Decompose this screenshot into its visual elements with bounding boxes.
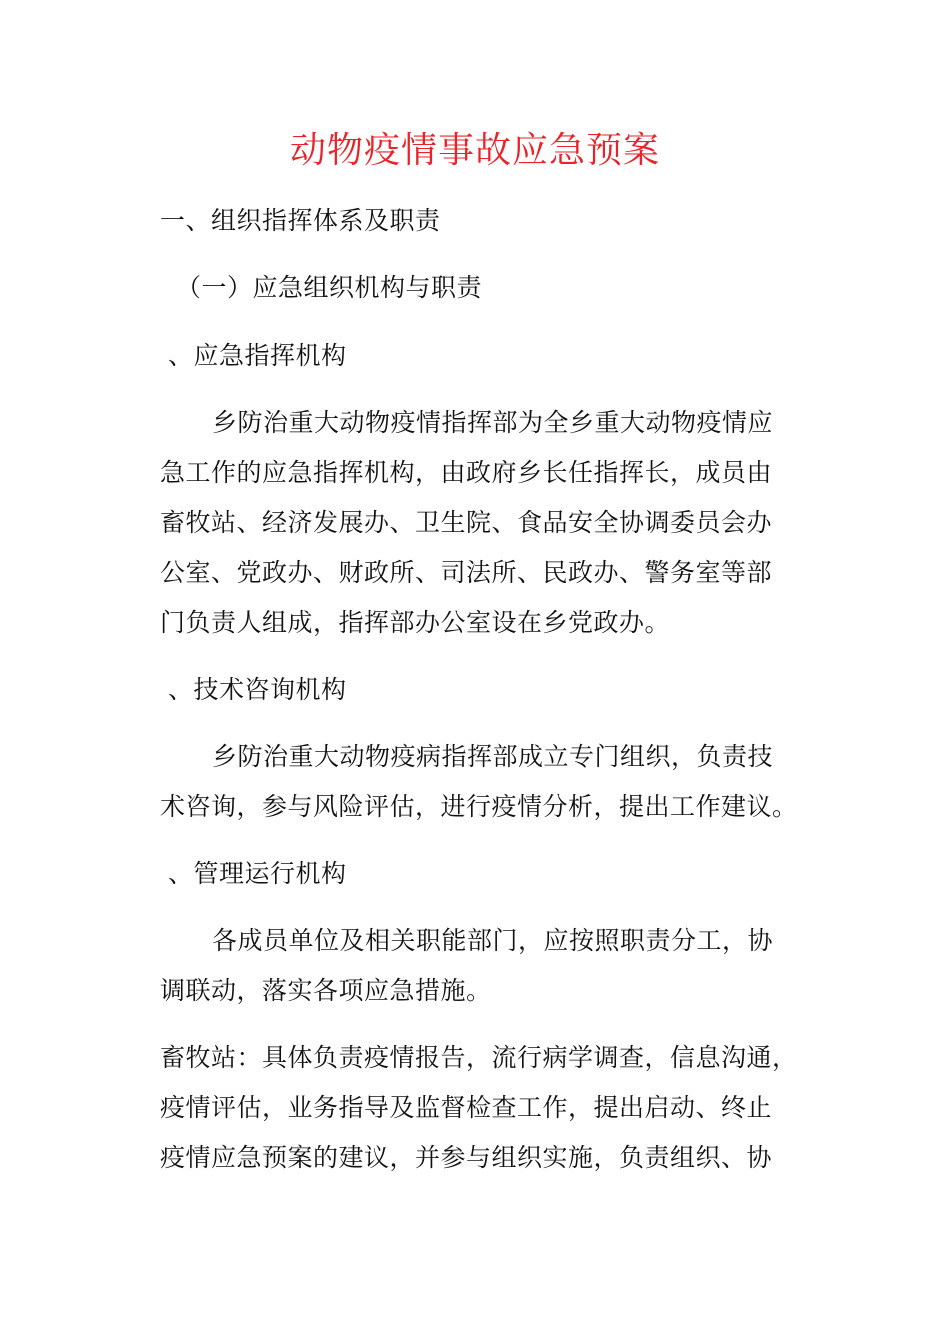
paragraph-line: 疫情评估，业务指导及监督检查工作，提出启动、终止 — [160, 1093, 773, 1122]
paragraph-line: 急工作的应急指挥机构，由政府乡长任指挥长，成员由 — [160, 458, 773, 487]
item-heading-command: 、应急指挥机构 — [168, 341, 347, 370]
paragraph-line: 疫情应急预案的建议，并参与组织实施，负责组织、协 — [160, 1143, 773, 1172]
paragraph-line: 畜牧站：具体负责疫情报告，流行病学调查，信息沟通， — [160, 1043, 798, 1072]
document-title: 动物疫情事故应急预案 — [289, 130, 660, 171]
subsection-heading: （一）应急组织机构与职责 — [176, 273, 483, 302]
paragraph-line: 各成员单位及相关职能部门，应按照职责分工，协 — [212, 926, 774, 955]
paragraph-line: 公室、党政办、财政所、司法所、民政办、警务室等部 — [160, 558, 773, 587]
paragraph-line: 畜牧站、经济发展办、卫生院、食品安全协调委员会办 — [160, 508, 773, 537]
paragraph-line: 乡防治重大动物疫病指挥部成立专门组织，负责技 — [212, 742, 774, 771]
item-heading-management: 、管理运行机构 — [168, 859, 347, 888]
paragraph-line: 乡防治重大动物疫情指挥部为全乡重大动物疫情应 — [212, 408, 774, 437]
item-heading-technical: 、技术咨询机构 — [168, 675, 347, 704]
paragraph-line: 术咨询，参与风险评估，进行疫情分析，提出工作建议。 — [160, 792, 798, 821]
paragraph-line: 调联动，落实各项应急措施。 — [160, 976, 492, 1005]
paragraph-line: 门负责人组成，指挥部办公室设在乡党政办。 — [160, 608, 671, 637]
section-heading-1: 一、组织指挥体系及职责 — [160, 206, 441, 235]
